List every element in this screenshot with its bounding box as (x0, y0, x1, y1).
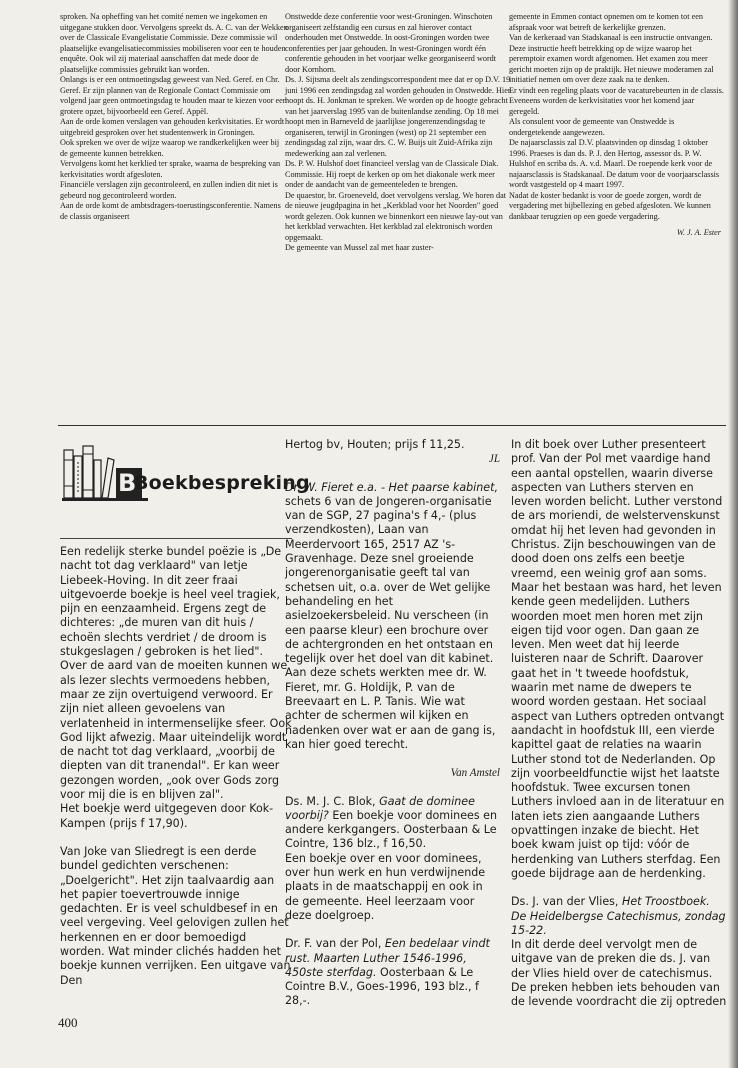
paragraph: Onstwedde deze conferentie voor west-Groningen. Winschoten organiseert zelfstandig een cursus en zal hierover contact onderhouden met Onstwedde. In oost-Groningen worden twee conferenties per jaar gehouden. In west-Groningen wordt één conferentie gehouden in het voorjaar welke georganiseerd wordt door Kornhorn. (285, 12, 497, 74)
paragraph: Ds. P. W. Hulshof doet financieel verslag van de Classicale Diak. Commissie. Hij roept de kerken op om het diakonale werk meer onder de aandacht van de gemeenteleden te brengen. (285, 159, 499, 189)
author-signature: W. J. A. Ester (676, 228, 721, 237)
paragraph: Er vindt een regeling plaats voor de vacaturebeurten in de classis. (509, 85, 724, 95)
paragraph: De gemeente van Mussel zal met haar zuster- (285, 243, 434, 252)
paragraph: Vervolgens komt het kerklied ter sprake, waarna de bespreking van kerkvisitaties wordt afgesloten. (60, 159, 281, 179)
paragraph: sproken. Na opheffing van het comité nemen we ingekomen en uitgegane stukken door. Vervolgens spreekt ds. A. C. van der Wekken over de Classicale Evangelistatie Commissie. Deze commissie wil plaatselijke evangelisatiecommissies mobiliseren voor een te houden enquête. Ook wil zij materiaal aanschaffen dat mede door de plaatselijke commissies gebruikt kan worden. (60, 12, 288, 74)
book-title: Gaat de dominee voorbij? (285, 794, 475, 822)
paragraph: Aan de orde komt de ambtsdragers-toerustingsconferentie. Namens de classis organiseert (60, 201, 281, 221)
review-column-2 (285, 438, 500, 1009)
paragraph: Van de kerkeraad van Stadskanaal is een instructie ontvangen. Deze instructie heeft betrekking op de wijze waarop het peremptoir examen wordt afgenomen. Het examen zou meer gericht moeten zijn op de praktijk. Het nieuwe moderamen zal initiatief nemen om over deze zaak na te denken. (509, 33, 714, 84)
book-author: Ds. M. J. C. Blok, (285, 794, 380, 808)
page-edge-shadow (728, 0, 738, 1068)
review-column-3 (511, 438, 727, 1010)
paragraph: Over de aard van de moeiten kunnen we als lezer slechts vermoedens hebben, maar ze zijn overtuigend verwoord. Er zijn niet alleen gevoelens van verlatenheid in intermenselijke sfeer. Ook God lijkt afwezig. Maar uiteindelijk wordt de nacht tot dag verklaard, „voorbij de diepten van dit tranendal". Er kan weer gezongen worden, „ook over Gods zorg voor mij die is en blijven zal". (60, 659, 292, 802)
book-description: Oosterbaan & Le Cointre B.V., Goes-1996, 193 blz., f 28,-. (285, 965, 479, 1008)
reviewer-initials: JL (488, 453, 500, 466)
book-author: Dr. F. van der Pol, (285, 937, 385, 951)
paragraph: Een boekje over en voor dominees, over hun werk en hun verdwijnende plaats in de maatschappij en ook in de gemeente. Heel leerzaam voor deze doelgroep. (285, 851, 486, 922)
paragraph: In dit boek over Luther presenteert prof. Van der Pol met vaardige hand een aantal opstellen, waarin diverse aspecten van Luthers sterven en leven worden belicht. Luther verstond de ars moriendi, de welstervenskunst omdat hij het leven had gevonden in Christus. Zijn beschouwingen van de dood doen ons zelfs een beetje vreemd, een weinig grof aan soms. Maar het bestaan was hard, het leven kende geen medelijden. Luthers woorden moet men horen met zijn eigen tijd voor ogen. Dan gaan ze leven. Men weet dat hij leerde luisteren naar de Schrift. Daarover gaat het in 't tweede hoofdstuk, waarin met name de dwepers te woord worden gestaan. Het sociaal aspect van Luthers optreden ontvangt aandacht in hoofdstuk III, een vierde kapittel gaat de relaties na waarin Luther stond tot de Nederlanden. Op zijn voorbeeldfunctie wijst het laatste hoofdstuk. Twee excursen tonen Luthers invloed aan in de literatuur en laten iets zien aangaande Luthers opvattingen inzake de biecht. Het boek kwam juist op tijd: vóór de herdenking van Luthers sterfdag. Een goede bijdrage aan de herdenking. (511, 438, 725, 880)
paragraph: gemeente in Emmen contact opnemen om te komen tot een afspraak voor wat betreft de kerkelijke grenzen. (509, 12, 703, 32)
paragraph: Onlangs is er een ontmoetingsdag geweest van Ned. Geref. en Chr. Geref. Er zijn plannen van de Regionale Contact Commissie om volgend jaar geen ontmoetingsdag te houden maar te kiezen voor een grotere opzet, bijvoorbeeld een Geref. Appèl. (60, 75, 287, 116)
paragraph: Een redelijk sterke bundel poëzie is „De nacht tot dag verklaard" van Ietje Liebeek-Hoving. In dit zeer fraai uitgevoerde boekje is heel veel tragiek, pijn en eenzaamheid. Ergens zegt de dichteres: „de muren van dit huis / echoën slechts verdriet / de droom is stukgeslagen / gebroken is het lied". (60, 545, 282, 659)
paragraph: Als consulent voor de gemeente van Onstwedde is ondergetekende aangewezen. (509, 117, 675, 137)
paragraph: Aan de orde komen verslagen van gehouden kerkvisitaties. Er wordt uitgebreid gesproken over het studentenwerk in Groningen. (60, 117, 285, 137)
book-title: Een bedelaar vindt rust. Maarten Luther 1546-1996, 450ste sterfdag. (285, 937, 490, 979)
book-title: Dr. W. Fieret e.a. - Het paarse kabinet, (285, 480, 498, 494)
paragraph: De najaarsclassis zal D.V. plaatsvinden op dinsdag 1 oktober 1996. Praeses is dan ds. P. J. den Hertog, assessor ds. P. W. Hulshof en scriba ds. A. v.d. Maarl. De roepende kerk voor de najaarsclassis is Stadskanaal. De datum voor de voorjaarsclassis wordt vastgesteld op 4 maart 1997. (509, 138, 720, 189)
report-column-1 (60, 12, 288, 222)
paragraph: In dit derde deel vervolgt men de uitgave van de preken die ds. J. van der Vlies hield over de catechismus. De preken hebben iets behouden van de levende voordracht die zij optreden (511, 938, 727, 1009)
svg-text:B: B (118, 469, 137, 497)
book-description: Een boekje voor dominees en andere kerkgangers. Oosterbaan & Le Cointre, 136 blz., f 16,50. (285, 808, 498, 851)
paragraph: Het boekje werd uitgegeven door Kok-Kampen (prijs f 17,90). (60, 802, 274, 830)
paragraph: Ook spreken we over de wijze waarop we randkerkelijken weer bij de gemeente kunnen betrekken. (60, 138, 280, 158)
book-title: Het Troostboek. De Heidelbergse Catechismus, zondag 15-22. (511, 895, 726, 937)
section-header (60, 438, 310, 539)
review-column-1 (60, 438, 310, 988)
book-author: Ds. J. van der Vlies, (511, 895, 622, 909)
report-column-3 (509, 12, 725, 239)
book-description: schets 6 van de Jongeren-organisatie van de SGP, 27 pagina's f 4,- (plus verzendkosten), Laan van Meerdervoort 165, 2517 AZ 's-Gravenhage. Deze snel groeiende jongerenorganisatie geeft tal van schetsen uit, o.a. over de Wet gelijke behandeling en het asielzoekersbeleid. Nu verscheen (in een paarse kleur) een brochure over de achtergronden en het ontstaan en tegelijk over het doel van dit kabinet. Aan deze schets werkten mee dr. W. Fieret, mr. G. Holdijk, P. van de Breevaart en L. P. Tanis. Wie wat achter de schermen wil kijken en nadenken over wat er aan de gang is, kan hier goed terecht. (285, 494, 496, 751)
paragraph: De quaestor, br. Groeneveld, doet vervolgens verslag. We horen dat de nieuwe jeugdpagina in het „Kerkblad voor het Noorden" goed wordt gelezen. Ook kunnen we binnenkort een nieuwe lay-out van het kerkblad verwachten. Het kerkblad zal elektronisch worden opgemaakt. (285, 190, 506, 242)
paragraph: Van Joke van Sliedregt is een derde bundel gedichten verschenen: „Doelgericht". Het zijn taalvaardig aan het papier toevertrouwde innige gedachten. Er is veel schuldbesef in en veel vergeving. Veel gelovigen zullen het herkennen en er door bemoedigd worden. Wat minder clichés hadden het boekje kunnen verrijken. Een uitgave van Den (60, 844, 291, 987)
paragraph: Ds. J. Sijtsma deelt als zendingscorrespondent mee dat er op D.V. 19 juni 1996 een zendingsdag zal worden gehouden in Onstwedde. Hier hoopt ds. H. Jonkman te spreken. We worden op de hoogte gebracht van het jaarverslag 1995 van de buitenlandse zending. Op 18 mei hoopt men in Barneveld de jaarlijkse jongerenzendingsdag te organiseren, terwijl in Groningen (west) op 21 september een zendingsdag zal zijn, waar drs. C. W. Buijs uit Zuid-Afrika zijn medewerking aan zal verlenen. (285, 75, 511, 158)
reviewer-signature: Van Amstel (450, 767, 500, 780)
paragraph: Nadat de koster bedankt is voor de goede zorgen, wordt de vergadering met bijbellezing en gebed afgesloten. We kunnen dankbaar terugzien op een goede vergadering. (509, 190, 711, 221)
section-divider (58, 425, 726, 426)
paragraph: Hertog bv, Houten; prijs f 11,25. (285, 438, 465, 451)
paragraph: Eveneens worden de kerkvisitaties voor het komend jaar geregeld. (509, 96, 695, 116)
report-column-2 (285, 12, 513, 254)
paragraph: Financiële verslagen zijn gecontroleerd, en zullen indien dit niet is gebeurd nog gecontroleerd worden. (60, 180, 278, 200)
section-title: Boekbespreking (134, 472, 310, 494)
page-number: 400 (58, 1015, 78, 1030)
